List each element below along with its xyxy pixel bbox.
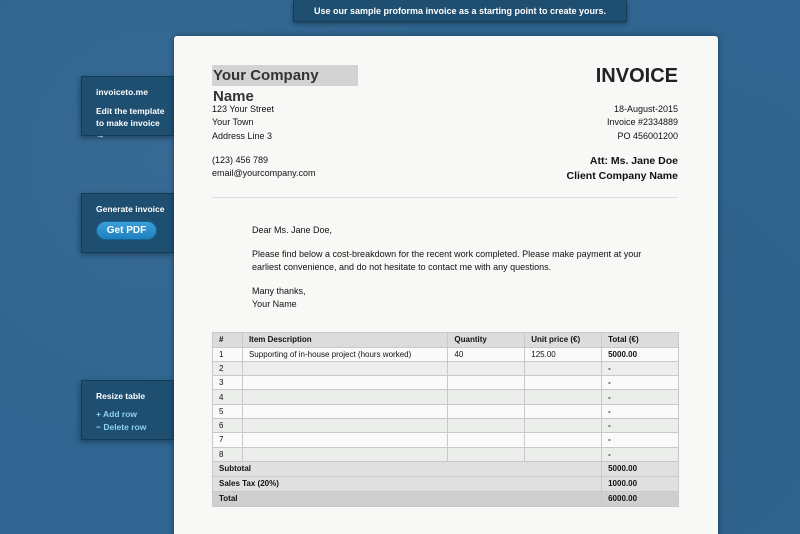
subtotal-value: 5000.00 [602, 461, 679, 476]
item-unit-price[interactable] [525, 361, 602, 375]
item-unit-price[interactable] [525, 433, 602, 447]
brand-line-1: Edit the template [96, 106, 165, 116]
table-row [213, 361, 679, 375]
item-total: - [602, 418, 679, 432]
item-quantity[interactable] [448, 418, 525, 432]
item-quantity[interactable] [448, 376, 525, 390]
row-number[interactable]: 2 [213, 361, 243, 375]
item-unit-price[interactable] [525, 447, 602, 461]
item-unit-price[interactable] [525, 404, 602, 418]
attention-line: Att: Ms. Jane Doe [589, 155, 678, 167]
table-row [213, 376, 679, 390]
column-header-unit-price[interactable]: Unit price (€) [525, 333, 602, 348]
item-total: - [602, 361, 679, 375]
column-header-number[interactable]: # [213, 333, 243, 348]
table-row [213, 433, 679, 447]
item-description[interactable] [242, 418, 447, 432]
item-description[interactable] [242, 361, 447, 375]
item-description[interactable] [242, 433, 447, 447]
generate-panel [81, 193, 174, 253]
item-total: - [602, 404, 679, 418]
item-unit-price[interactable]: 125.00 [525, 347, 602, 361]
row-number[interactable]: 6 [213, 418, 243, 432]
header-divider [212, 197, 678, 198]
item-quantity[interactable] [448, 404, 525, 418]
brand-name[interactable]: invoiceto.me [96, 87, 148, 97]
item-total: - [602, 376, 679, 390]
column-header-quantity[interactable]: Quantity [448, 333, 525, 348]
column-header-total[interactable]: Total (€) [602, 333, 679, 348]
table-row [213, 418, 679, 432]
table-row [213, 390, 679, 404]
invoice-meta[interactable] [607, 103, 678, 143]
row-number[interactable]: 8 [213, 447, 243, 461]
tax-row [213, 476, 679, 491]
tax-value: 1000.00 [602, 476, 679, 491]
address-line: Your Town [212, 117, 254, 128]
row-number[interactable]: 7 [213, 433, 243, 447]
item-description[interactable] [242, 390, 447, 404]
invoice-date: 18-August-2015 [613, 104, 678, 114]
invoice-number: Invoice #2334889 [606, 117, 678, 128]
invoice-paper [174, 36, 718, 534]
row-number[interactable]: 3 [213, 376, 243, 390]
column-header-description[interactable]: Item Description [242, 333, 447, 348]
phone-number: (123) 456 789 [212, 155, 269, 165]
item-description[interactable] [242, 376, 447, 390]
invoice-title[interactable]: INVOICE [595, 65, 678, 87]
item-total: - [602, 390, 679, 404]
table-header-row [213, 333, 679, 348]
item-description[interactable] [242, 447, 447, 461]
row-number[interactable]: 1 [213, 347, 243, 361]
client-company: Client Company Name [566, 170, 678, 182]
po-number: PO 456001200 [617, 130, 678, 141]
item-unit-price[interactable] [525, 376, 602, 390]
item-unit-price[interactable] [525, 390, 602, 404]
brand-panel [81, 76, 174, 140]
cover-letter[interactable] [252, 224, 642, 322]
letter-closing [252, 285, 642, 311]
item-quantity[interactable]: 40 [448, 347, 525, 361]
item-description[interactable]: Supporting of in-house project (hours worked) [242, 347, 447, 361]
banner-text: Use our sample proforma invoice as a starting point to create yours. [313, 5, 607, 16]
item-total: - [602, 447, 679, 461]
letter-body-line: earliest convenience, and do not hesitate to contact me with any questions. [252, 262, 552, 272]
item-quantity[interactable] [448, 390, 525, 404]
items-table [212, 332, 679, 507]
client-block[interactable] [567, 154, 678, 184]
resize-title: Resize table [96, 391, 146, 401]
item-total: - [602, 433, 679, 447]
subtotal-label: Subtotal [213, 461, 602, 476]
top-banner [293, 0, 627, 22]
table-row [213, 347, 679, 361]
total-row [213, 491, 679, 506]
add-row-link[interactable]: + Add row [96, 409, 138, 419]
letter-greeting: Dear Ms. Jane Doe, [252, 225, 333, 235]
closing-text: Many thanks, [252, 286, 306, 296]
table-row [213, 447, 679, 461]
item-quantity[interactable] [448, 361, 525, 375]
table-row [213, 404, 679, 418]
address-line: 123 Your Street [212, 104, 275, 114]
signature-name: Your Name [252, 299, 297, 309]
item-total: 5000.00 [602, 347, 679, 361]
item-unit-price[interactable] [525, 418, 602, 432]
letter-body [252, 248, 642, 274]
tax-label[interactable]: Sales Tax (20%) [213, 476, 602, 491]
item-description[interactable] [242, 404, 447, 418]
company-name-field[interactable]: Your Company Name [212, 65, 358, 86]
total-value: 6000.00 [602, 491, 679, 506]
row-number[interactable]: 5 [213, 404, 243, 418]
generate-title: Generate invoice [96, 204, 165, 214]
item-quantity[interactable] [448, 447, 525, 461]
item-quantity[interactable] [448, 433, 525, 447]
letter-body-line: Please find below a cost-breakdown for the recent work completed. Please make payment at your [252, 249, 642, 259]
get-pdf-button[interactable]: Get PDF [96, 221, 157, 240]
brand-line-2: to make invoice → [96, 118, 160, 140]
row-number[interactable]: 4 [213, 390, 243, 404]
total-label: Total [213, 491, 602, 506]
company-address[interactable] [212, 103, 274, 143]
delete-row-link[interactable]: − Delete row [96, 422, 147, 432]
address-line: Address Line 3 [212, 130, 273, 141]
resize-panel [81, 380, 174, 440]
email-address: email@yourcompany.com [212, 168, 316, 179]
subtotal-row [213, 461, 679, 476]
company-contact[interactable] [212, 154, 316, 181]
